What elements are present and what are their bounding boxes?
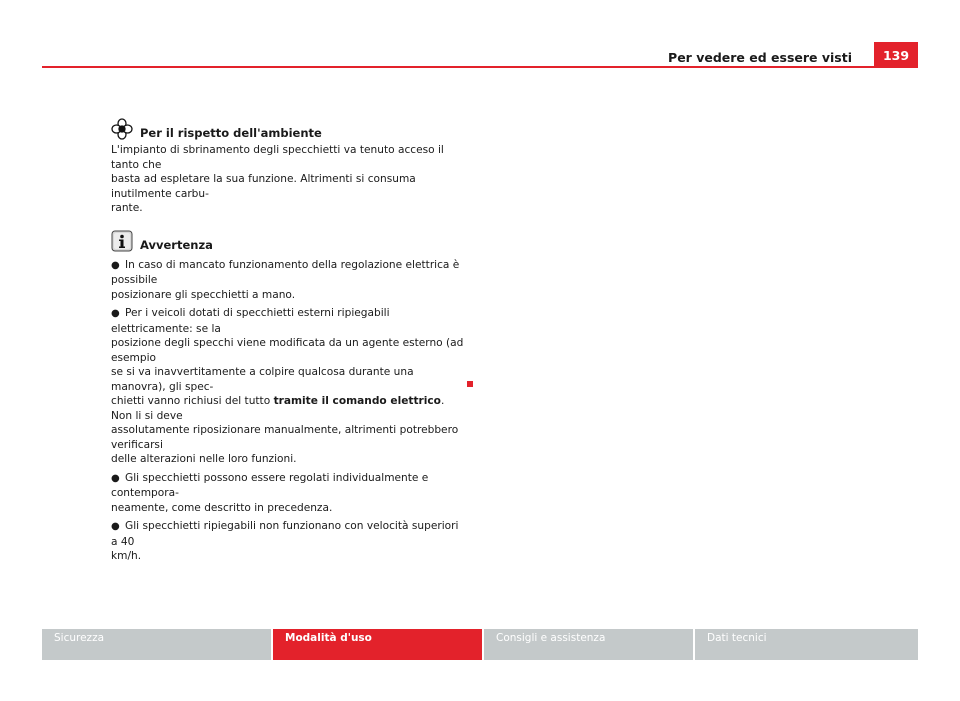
section-end-marker (467, 381, 473, 387)
tab-sicurezza[interactable]: Sicurezza (42, 629, 271, 660)
bullet-icon: ● (111, 259, 120, 271)
list-item: ● Per i veicoli dotati di specchietti esterni ripiegabili elettricamente: se la posizione degli specchi viene modificata da un agente esterno (ad esempio se si va inavvertitamente a colpire qualcosa durante una manovra), gli spec- chietti vanno richiusi del tutto tramite il comando elettrico. Non li si deve assolutamente riposizionare manualmente, altrimenti potrebbero verificarsi delle alterazioni nelle loro funzioni. (111, 307, 464, 465)
environment-note-title: Per il rispetto dell'ambiente (140, 126, 322, 140)
main-content (111, 118, 467, 568)
warning-note-header (111, 230, 467, 252)
tab-dati-tecnici[interactable]: Dati tecnici (695, 629, 918, 660)
page-number: 139 (874, 42, 918, 68)
bullet-icon: ● (111, 472, 120, 484)
info-icon (111, 230, 133, 252)
tab-modalita-duso[interactable]: Modalità d'uso (273, 629, 482, 660)
environment-note-header (111, 118, 467, 140)
list-item: ● Gli specchietti possono essere regolati individualmente e contempora- neamente, come descritto in precedenza. (111, 471, 429, 514)
list-item: ● In caso di mancato funzionamento della regolazione elettrica è possibile posizionare gli specchietti a mano. (111, 258, 460, 301)
warning-note-title: Avvertenza (140, 237, 213, 252)
bullet-icon: ● (111, 308, 120, 319)
bullet-icon: ● (111, 521, 120, 532)
emphasis-text: tramite il comando elettrico (273, 395, 441, 407)
footer-tabs (42, 629, 918, 660)
tab-consigli-e-assistenza[interactable]: Consigli e assistenza (484, 629, 693, 660)
header-rule (42, 66, 918, 68)
page-header-title: Per vedere ed essere visti (668, 50, 852, 65)
flower-icon (111, 118, 133, 140)
list-item: ● Gli specchietti ripiegabili non funzionano con velocità superiori a 40 km/h. (111, 520, 459, 562)
environment-note-text: L'impianto di sbrinamento degli specchietti va tenuto acceso il tanto che basta ad espletare la sua funzione. Altrimenti si consuma inutilmente carbu- rante. (111, 144, 444, 214)
